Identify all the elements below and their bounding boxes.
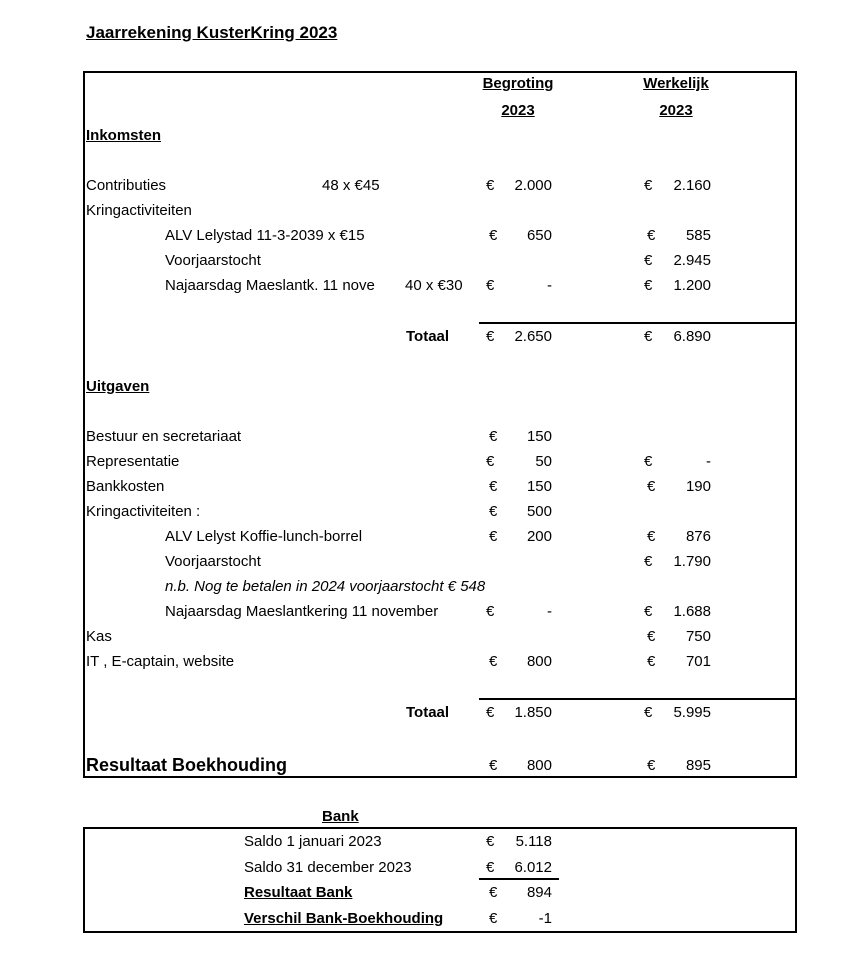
- alv-inkomsten-label: ALV Lelystad 11-3-2039 x €15: [165, 227, 365, 244]
- nb-note: n.b. Nog te betalen in 2024 voorjaarstocht € 548: [165, 578, 486, 595]
- bestuur-label: Bestuur en secretariaat: [86, 428, 242, 445]
- bank-heading: Bank: [322, 808, 359, 825]
- saldo-eind-label: Saldo 31 december 2023: [244, 859, 412, 876]
- euro-sign: €: [489, 910, 498, 927]
- euro-sign: €: [489, 503, 498, 520]
- bankkosten-label: Bankkosten: [86, 478, 165, 495]
- inkomsten-heading: Inkomsten: [86, 127, 162, 144]
- uitgaven-totaal-label: Totaal: [406, 704, 450, 721]
- najaarsdag-uitgaven-werkelijk: 1.688: [673, 603, 711, 620]
- najaarsdag-uitgaven-label: Najaarsdag Maeslantkering 11 november: [165, 603, 439, 620]
- euro-sign: €: [644, 603, 653, 620]
- kringactiviteiten-label: Kringactiviteiten: [86, 202, 192, 219]
- inkomsten-totaal-begroting: 2.650: [514, 328, 552, 345]
- kringactiviteiten-uitgaven-begroting: 500: [526, 503, 552, 520]
- saldo-begin-value: 5.118: [515, 833, 552, 850]
- euro-sign: €: [486, 704, 495, 721]
- representatie-label: Representatie: [86, 453, 180, 470]
- euro-sign: €: [644, 553, 653, 570]
- najaarsdag-inkomsten-werkelijk: 1.200: [673, 277, 711, 294]
- najaarsdag-inkomsten-note: 40 x €30: [405, 277, 463, 294]
- euro-sign: €: [489, 428, 498, 445]
- resultaat-bank-value: 894: [526, 884, 552, 901]
- resultaat-label: Resultaat Boekhouding: [86, 755, 288, 775]
- alv-uitgaven-begroting: 200: [526, 528, 552, 545]
- euro-sign: €: [644, 252, 653, 269]
- voorjaarstocht-inkomsten-label: Voorjaarstocht: [165, 252, 261, 269]
- euro-sign: €: [489, 528, 498, 545]
- najaarsdag-inkomsten-begroting: -: [547, 277, 552, 294]
- euro-sign: €: [647, 653, 656, 670]
- verschil-label: Verschil Bank-Boekhouding: [244, 910, 444, 927]
- euro-sign: €: [644, 704, 653, 721]
- uitgaven-totaal-werkelijk: 5.995: [673, 704, 711, 721]
- representatie-werkelijk: -: [706, 453, 711, 470]
- uitgaven-totaal-begroting: 1.850: [514, 704, 552, 721]
- totaal-divider: [479, 322, 796, 324]
- it-werkelijk: 701: [685, 653, 711, 670]
- contributies-note: 48 x €45: [322, 177, 380, 194]
- najaarsdag-inkomsten-label: Najaarsdag Maeslantk. 11 nove: [165, 277, 375, 294]
- euro-sign: €: [486, 603, 495, 620]
- euro-sign: €: [644, 453, 653, 470]
- euro-sign: €: [647, 628, 656, 645]
- euro-sign: €: [486, 328, 495, 345]
- alv-inkomsten-werkelijk: 585: [685, 227, 711, 244]
- voorjaarstocht-uitgaven-werkelijk: 1.790: [673, 553, 711, 570]
- header-werkelijk: Werkelijk: [643, 75, 709, 92]
- uitgaven-heading: Uitgaven: [86, 378, 150, 395]
- bankkosten-begroting: 150: [526, 478, 552, 495]
- verschil-value: -1: [538, 910, 552, 927]
- euro-sign: €: [486, 277, 495, 294]
- euro-sign: €: [486, 453, 495, 470]
- euro-sign: €: [486, 177, 495, 194]
- bestuur-begroting: 150: [526, 428, 552, 445]
- contributies-werkelijk: 2.160: [673, 177, 711, 194]
- euro-sign: €: [486, 859, 495, 876]
- contributies-label: Contributies: [86, 177, 167, 194]
- header-begroting-year: 2023: [501, 102, 535, 119]
- najaarsdag-uitgaven-begroting: -: [547, 603, 552, 620]
- header-werkelijk-year: 2023: [659, 102, 693, 119]
- euro-sign: €: [489, 478, 498, 495]
- euro-sign: €: [489, 884, 498, 901]
- it-begroting: 800: [526, 653, 552, 670]
- alv-uitgaven-werkelijk: 876: [685, 528, 711, 545]
- voorjaarstocht-inkomsten-werkelijk: 2.945: [673, 252, 711, 269]
- alv-uitgaven-label: ALV Lelyst Koffie-lunch-borrel: [165, 528, 363, 545]
- inkomsten-totaal-werkelijk: 6.890: [673, 328, 711, 345]
- resultaat-bank-label: Resultaat Bank: [244, 884, 353, 901]
- kas-label: Kas: [86, 628, 112, 645]
- kringactiviteiten-uitgaven-label: Kringactiviteiten :: [86, 503, 201, 520]
- totaal-divider: [479, 698, 796, 700]
- resultaat-werkelijk: 895: [685, 757, 711, 774]
- euro-sign: €: [489, 653, 498, 670]
- resultaat-begroting: 800: [526, 757, 552, 774]
- header-begroting: Begroting: [482, 75, 554, 92]
- voorjaarstocht-uitgaven-label: Voorjaarstocht: [165, 553, 261, 570]
- euro-sign: €: [647, 528, 656, 545]
- saldo-eind-value: 6.012: [514, 859, 552, 876]
- euro-sign: €: [489, 757, 498, 774]
- inkomsten-totaal-label: Totaal: [406, 328, 450, 345]
- page-title: Jaarrekening KusterKring 2023: [86, 23, 338, 42]
- it-label: IT , E-captain, website: [86, 653, 235, 670]
- euro-sign: €: [647, 478, 656, 495]
- euro-sign: €: [644, 277, 653, 294]
- euro-sign: €: [644, 177, 653, 194]
- contributies-begroting: 2.000: [514, 177, 552, 194]
- bankkosten-werkelijk: 190: [685, 478, 711, 495]
- euro-sign: €: [644, 328, 653, 345]
- euro-sign: €: [647, 227, 656, 244]
- alv-inkomsten-begroting: 650: [526, 227, 552, 244]
- bank-divider: [479, 878, 559, 880]
- euro-sign: €: [489, 227, 498, 244]
- representatie-begroting: 50: [535, 453, 552, 470]
- saldo-begin-label: Saldo 1 januari 2023: [244, 833, 382, 850]
- euro-sign: €: [647, 757, 656, 774]
- euro-sign: €: [486, 833, 495, 850]
- kas-werkelijk: 750: [685, 628, 711, 645]
